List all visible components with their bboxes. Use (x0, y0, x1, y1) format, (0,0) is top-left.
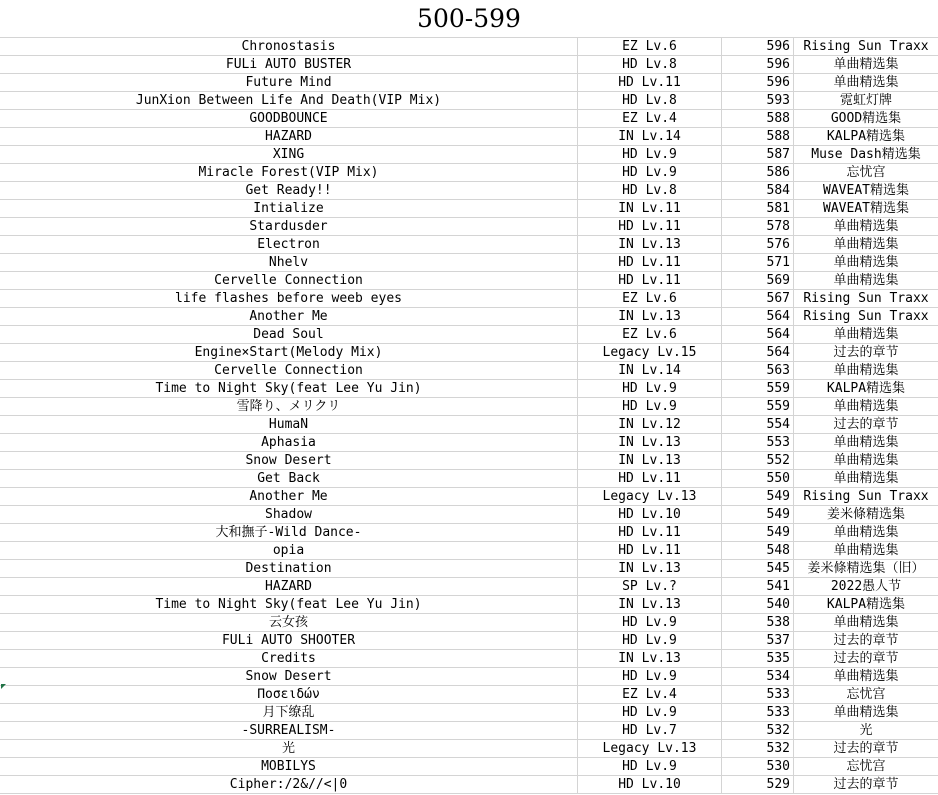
song-cell[interactable]: Aphasia (0, 434, 578, 451)
pack-cell[interactable]: 姜米條精选集 (826, 507, 905, 522)
score-cell[interactable]: 571 (722, 254, 794, 271)
table-row (0, 524, 938, 542)
score-cell[interactable]: 559 (722, 380, 794, 397)
song-cell[interactable]: HumaN (0, 416, 578, 433)
pack-cell[interactable]: 单曲精选集 (833, 273, 899, 288)
table-row (0, 236, 938, 254)
song-cell[interactable]: XING (0, 146, 578, 163)
table-row (0, 164, 938, 182)
table-row (0, 434, 938, 452)
table-row (0, 182, 938, 200)
song-cell[interactable]: Miracle Forest(VIP Mix) (0, 164, 578, 181)
difficulty-cell[interactable]: EZ Lv.4 (578, 110, 722, 127)
song-cell[interactable]: Future Mind (0, 74, 578, 91)
song-cell[interactable]: 月下缭乱 (0, 704, 578, 721)
pack-cell[interactable]: 过去的章节 (833, 741, 899, 756)
score-cell[interactable]: 559 (722, 398, 794, 415)
difficulty-cell[interactable]: HD Lv.9 (578, 146, 722, 163)
difficulty-cell[interactable]: IN Lv.14 (578, 128, 722, 145)
song-cell[interactable]: 大和撫子-Wild Dance- (0, 524, 578, 541)
song-cell[interactable]: Engine×Start(Melody Mix) (0, 344, 578, 361)
pack-cell[interactable]: 单曲精选集 (833, 705, 899, 720)
pack-cell[interactable]: 单曲精选集 (833, 525, 899, 540)
difficulty-cell[interactable]: IN Lv.13 (578, 596, 722, 613)
song-cell[interactable]: Destination (0, 560, 578, 577)
song-cell[interactable]: Snow Desert (0, 668, 578, 685)
song-cell[interactable]: Another Me (0, 308, 578, 325)
difficulty-cell[interactable]: IN Lv.13 (578, 452, 722, 469)
table-row (0, 326, 938, 344)
score-cell[interactable]: 567 (722, 290, 794, 307)
difficulty-cell[interactable]: EZ Lv.6 (578, 38, 722, 55)
pack-cell[interactable]: 忘忧宫 (846, 687, 886, 702)
score-cell[interactable]: 569 (722, 272, 794, 289)
pack-cell[interactable]: 过去的章节 (833, 417, 899, 432)
score-cell[interactable]: 564 (722, 308, 794, 325)
song-cell[interactable]: MOBILYS (0, 758, 578, 775)
pack-cell[interactable]: 单曲精选集 (833, 435, 899, 450)
table-row (0, 740, 938, 758)
song-cell[interactable]: Time to Night Sky(feat Lee Yu Jin) (0, 380, 578, 397)
difficulty-cell[interactable]: HD Lv.11 (578, 254, 722, 271)
table-row (0, 560, 938, 578)
table-row (0, 416, 938, 434)
difficulty-cell[interactable]: IN Lv.13 (578, 434, 722, 451)
difficulty-cell[interactable]: HD Lv.8 (578, 92, 722, 109)
pack-cell[interactable]: KALPA精选集 (826, 597, 906, 612)
score-cell[interactable]: 549 (722, 524, 794, 541)
pack-cell[interactable]: WAVEAT精选集 (823, 183, 909, 198)
song-cell[interactable]: HAZARD (0, 128, 578, 145)
table-row (0, 92, 938, 110)
song-cell[interactable]: FULi AUTO BUSTER (0, 56, 578, 73)
score-cell[interactable]: 535 (722, 650, 794, 667)
difficulty-cell[interactable]: IN Lv.13 (578, 560, 722, 577)
difficulty-cell[interactable]: Legacy Lv.13 (578, 740, 722, 757)
table-row (0, 470, 938, 488)
table-row (0, 668, 938, 686)
difficulty-cell[interactable]: HD Lv.9 (578, 380, 722, 397)
score-cell[interactable]: 541 (722, 578, 794, 595)
score-cell[interactable]: 593 (722, 92, 794, 109)
song-cell[interactable]: Electron (0, 236, 578, 253)
difficulty-cell[interactable]: HD Lv.9 (578, 758, 722, 775)
score-cell[interactable]: 586 (722, 164, 794, 181)
table-row (0, 488, 938, 506)
song-cell[interactable]: Cervelle Connection (0, 362, 578, 379)
cell-comment-marker-icon (1, 684, 6, 689)
pack-cell[interactable]: Rising Sun Traxx (803, 489, 929, 504)
song-cell[interactable]: Another Me (0, 488, 578, 505)
score-cell[interactable]: 540 (722, 596, 794, 613)
table-row (0, 632, 938, 650)
score-cell[interactable]: 550 (722, 470, 794, 487)
score-cell[interactable]: 596 (722, 74, 794, 91)
song-cell[interactable]: opia (0, 542, 578, 559)
table-row (0, 146, 938, 164)
table-row (0, 596, 938, 614)
score-cell[interactable]: 530 (722, 758, 794, 775)
table-row (0, 290, 938, 308)
difficulty-cell[interactable]: EZ Lv.4 (578, 686, 722, 703)
difficulty-cell[interactable]: HD Lv.9 (578, 614, 722, 631)
song-cell[interactable]: -SURREALISM- (0, 722, 578, 739)
difficulty-cell[interactable]: HD Lv.9 (578, 164, 722, 181)
sheet-title-cell[interactable] (0, 0, 938, 38)
difficulty-cell[interactable]: HD Lv.11 (578, 74, 722, 91)
song-cell[interactable]: Cervelle Connection (0, 272, 578, 289)
difficulty-cell[interactable]: HD Lv.11 (578, 272, 722, 289)
difficulty-cell[interactable]: IN Lv.13 (578, 650, 722, 667)
song-cell[interactable]: Get Back (0, 470, 578, 487)
score-cell[interactable]: 554 (722, 416, 794, 433)
difficulty-cell[interactable]: HD Lv.8 (578, 182, 722, 199)
score-cell[interactable]: 587 (722, 146, 794, 163)
song-cell[interactable]: Intialize (0, 200, 578, 217)
score-cell[interactable]: 549 (722, 506, 794, 523)
pack-cell[interactable]: 单曲精选集 (833, 255, 899, 270)
pack-cell[interactable]: KALPA精选集 (826, 381, 906, 396)
score-cell[interactable]: 537 (722, 632, 794, 649)
difficulty-cell[interactable]: Legacy Lv.13 (578, 488, 722, 505)
score-cell[interactable]: 564 (722, 326, 794, 343)
table-row (0, 380, 938, 398)
table-row (0, 686, 938, 704)
pack-cell[interactable]: 单曲精选集 (833, 57, 899, 72)
table-row (0, 758, 938, 776)
difficulty-cell[interactable]: HD Lv.9 (578, 398, 722, 415)
pack-cell[interactable]: 单曲精选集 (833, 237, 899, 252)
difficulty-cell[interactable]: HD Lv.11 (578, 524, 722, 541)
score-cell[interactable]: 576 (722, 236, 794, 253)
difficulty-cell[interactable]: EZ Lv.6 (578, 290, 722, 307)
score-cell[interactable]: 529 (722, 776, 794, 793)
score-cell[interactable]: 581 (722, 200, 794, 217)
table-row (0, 704, 938, 722)
pack-cell[interactable]: KALPA精选集 (826, 129, 906, 144)
difficulty-cell[interactable]: IN Lv.11 (578, 200, 722, 217)
pack-cell[interactable]: 忘忧宫 (846, 165, 886, 180)
score-table (0, 38, 938, 794)
song-cell[interactable]: FULi AUTO SHOOTER (0, 632, 578, 649)
table-row (0, 506, 938, 524)
table-row (0, 614, 938, 632)
score-cell[interactable]: 588 (722, 128, 794, 145)
pack-cell[interactable]: Muse Dash精选集 (811, 147, 921, 162)
pack-cell[interactable]: 单曲精选集 (833, 327, 899, 342)
pack-cell[interactable]: 过去的章节 (833, 777, 899, 792)
pack-cell[interactable]: 单曲精选集 (833, 75, 899, 90)
table-row (0, 650, 938, 668)
difficulty-cell[interactable]: IN Lv.13 (578, 236, 722, 253)
pack-cell[interactable]: 过去的章节 (833, 651, 899, 666)
song-cell[interactable]: 光 (0, 740, 578, 757)
song-cell[interactable]: Nhelv (0, 254, 578, 271)
score-cell[interactable]: 534 (722, 668, 794, 685)
song-cell[interactable]: Stardusder (0, 218, 578, 235)
score-cell[interactable]: 578 (722, 218, 794, 235)
score-cell[interactable]: 552 (722, 452, 794, 469)
pack-cell[interactable]: 单曲精选集 (833, 363, 899, 378)
table-row (0, 722, 938, 740)
difficulty-cell[interactable]: Legacy Lv.15 (578, 344, 722, 361)
difficulty-cell[interactable]: IN Lv.12 (578, 416, 722, 433)
pack-cell[interactable]: 姜米條精选集（旧） (807, 561, 925, 576)
table-row (0, 308, 938, 326)
table-row (0, 578, 938, 596)
song-cell[interactable]: JunXion Between Life And Death(VIP Mix) (0, 92, 578, 109)
song-cell[interactable]: Chronostasis (0, 38, 578, 55)
pack-cell[interactable]: 单曲精选集 (833, 399, 899, 414)
table-row (0, 74, 938, 92)
score-cell[interactable]: 564 (722, 344, 794, 361)
difficulty-cell[interactable]: HD Lv.9 (578, 668, 722, 685)
table-row (0, 542, 938, 560)
pack-cell[interactable]: WAVEAT精选集 (823, 201, 909, 216)
pack-cell[interactable]: 2022愚人节 (830, 579, 902, 594)
table-row (0, 254, 938, 272)
table-row (0, 200, 938, 218)
score-cell[interactable]: 533 (722, 686, 794, 703)
song-cell[interactable]: HAZARD (0, 578, 578, 595)
difficulty-cell[interactable]: SP Lv.? (578, 578, 722, 595)
score-cell[interactable]: 584 (722, 182, 794, 199)
difficulty-cell[interactable]: HD Lv.11 (578, 470, 722, 487)
table-row (0, 128, 938, 146)
song-cell[interactable]: life flashes before weeb eyes (0, 290, 578, 307)
difficulty-cell[interactable]: HD Lv.11 (578, 218, 722, 235)
table-row (0, 56, 938, 74)
difficulty-cell[interactable]: IN Lv.13 (578, 308, 722, 325)
difficulty-cell[interactable]: HD Lv.10 (578, 776, 722, 793)
difficulty-cell[interactable]: HD Lv.7 (578, 722, 722, 739)
difficulty-cell[interactable]: IN Lv.14 (578, 362, 722, 379)
pack-cell[interactable]: 忘忧宫 (846, 759, 886, 774)
table-row (0, 110, 938, 128)
score-cell[interactable]: 563 (722, 362, 794, 379)
pack-cell[interactable]: Rising Sun Traxx (803, 309, 929, 324)
pack-cell[interactable]: Rising Sun Traxx (803, 291, 929, 306)
song-cell[interactable]: Snow Desert (0, 452, 578, 469)
song-cell[interactable]: Credits (0, 650, 578, 667)
song-cell[interactable]: Time to Night Sky(feat Lee Yu Jin) (0, 596, 578, 613)
pack-cell[interactable]: 单曲精选集 (833, 669, 899, 684)
table-row (0, 452, 938, 470)
pack-cell[interactable]: Rising Sun Traxx (803, 39, 929, 54)
pack-cell[interactable]: 霓虹灯牌 (839, 93, 892, 108)
difficulty-cell[interactable]: HD Lv.10 (578, 506, 722, 523)
score-cell[interactable]: 538 (722, 614, 794, 631)
table-row (0, 272, 938, 290)
score-cell[interactable]: 548 (722, 542, 794, 559)
song-cell[interactable]: 云女孩 (0, 614, 578, 631)
table-row (0, 218, 938, 236)
table-row (0, 776, 938, 794)
song-cell[interactable]: Get Ready!! (0, 182, 578, 199)
difficulty-cell[interactable]: HD Lv.9 (578, 704, 722, 721)
score-cell[interactable]: 596 (722, 38, 794, 55)
pack-cell[interactable]: 单曲精选集 (833, 219, 899, 234)
difficulty-cell[interactable]: EZ Lv.6 (578, 326, 722, 343)
pack-cell[interactable]: 过去的章节 (833, 633, 899, 648)
table-row (0, 398, 938, 416)
song-cell[interactable]: Shadow (0, 506, 578, 523)
pack-cell[interactable]: 单曲精选集 (833, 543, 899, 558)
pack-cell[interactable]: 单曲精选集 (833, 471, 899, 486)
pack-cell[interactable]: 单曲精选集 (833, 453, 899, 468)
table-row (0, 38, 938, 56)
score-cell[interactable]: 545 (722, 560, 794, 577)
table-row (0, 344, 938, 362)
score-cell[interactable]: 532 (722, 740, 794, 757)
score-cell[interactable]: 553 (722, 434, 794, 451)
table-row (0, 362, 938, 380)
difficulty-cell[interactable]: HD Lv.11 (578, 542, 722, 559)
score-cell[interactable]: 549 (722, 488, 794, 505)
pack-cell[interactable]: 光 (859, 723, 873, 738)
score-cell[interactable]: 533 (722, 704, 794, 721)
song-cell[interactable]: Dead Soul (0, 326, 578, 343)
difficulty-cell[interactable]: HD Lv.8 (578, 56, 722, 73)
pack-cell[interactable]: 过去的章节 (833, 345, 899, 360)
pack-cell[interactable]: 单曲精选集 (833, 615, 899, 630)
song-cell[interactable]: Ποσειδών (0, 686, 578, 703)
song-cell[interactable]: Cipher:/2&//<|0 (0, 776, 578, 793)
difficulty-cell[interactable]: HD Lv.9 (578, 632, 722, 649)
sheet-title: 500-599 (417, 4, 521, 33)
score-cell[interactable]: 588 (722, 110, 794, 127)
song-cell[interactable]: GOODBOUNCE (0, 110, 578, 127)
score-cell[interactable]: 532 (722, 722, 794, 739)
pack-cell[interactable]: GOOD精选集 (830, 111, 902, 126)
song-cell[interactable]: 雪降り、メリクリ (0, 398, 578, 415)
score-cell[interactable]: 596 (722, 56, 794, 73)
